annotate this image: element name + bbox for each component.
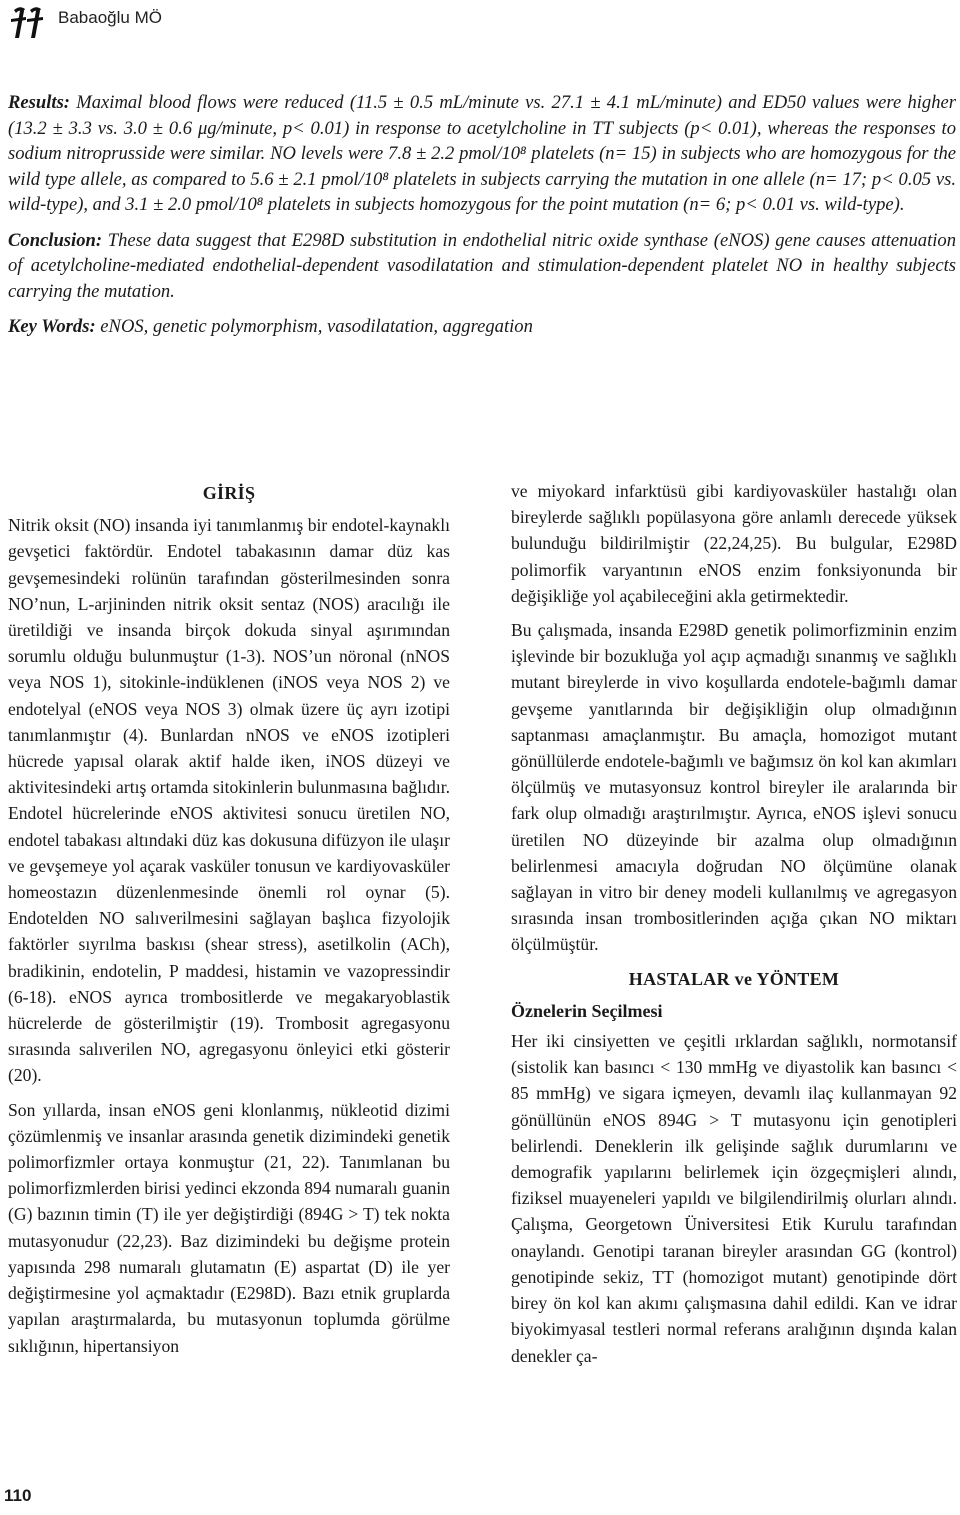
left-column [8,478,450,1367]
conclusion-label: Conclusion: [8,229,103,251]
keywords-paragraph [8,314,956,340]
subsection-heading: Öznelerin Seçilmesi [511,1000,663,1021]
conclusion-text: These data suggest that E298D substitution in endothelial nitric oxide synthase (eNOS) gene causes attenuation of acetylcholine-mediated endothelial-dependent vasodilatation and stimulation-dependent platelet NO in healthy subjects carrying the mutation. [8,229,956,302]
page-header [8,2,948,42]
results-label: Results: [8,92,70,113]
section-heading-methods: HASTALAR ve YÖNTEM [628,968,840,989]
running-header-author: Babaoğlu MÖ [58,8,162,27]
page-number: 110 [4,1486,32,1505]
section-heading-giris: GİRİŞ [202,483,256,503]
body-paragraph: Son yıllarda, insan eNOS geni klonlanmış, nükleotid dizimi çözümlenmiş ve insanlar arasında genetik dizimindeki genetik polimorfizmler ortaya konmuştur (21, 22). Tanımlanan bu polimorfizmlerden birisi yedinci ekzonda 894 numaralı guanin (G) bazının timin (T) ile yer değiştirdiği (894G > T) tek nokta mutasyonudur (22,23). Baz dizimindeki bu değişme protein yapısında 298 numaralı glutamatın (E) aspartat (D) ile yer değiştirmesine yol açmaktadır (E298D). Bazı etnik gruplarda yapılan araştırmalarda, bu mutasyonun toplumda görülme sıklığının, hipertansiyon [8,1099,450,1356]
body-paragraph: Her iki cinsiyetten ve çeşitli ırklardan sağlıklı, normotansif (sistolik kan basıncı < 130 mmHg ve diyastolik kan basıncı < 85 mmHg) ve sigara içmeyen, devamlı ilaç kullanmayan 92 gönüllünün eNOS 894G > T mutasyonu için genotipleri belirlendi. Deneklerin ilk gelişinde sağlık durumlarını ve demografik yapılarını belirlemek için özgeçmişleri alındı, fiziksel muayeneleri yapıldı ve bilgilendirilmiş olurları alındı. Çalışma, Georgetown Üniversitesi Etik Kurulu tarafından onaylandı. Genotipi taranan bireyler arasından GG (kontrol) genotipinde sekiz, TT (homozigot mutant) genotipinde dört birey ön kol kan akımı çalışmasına dahil edildi. Kan ve idrar biyokimyasal testleri normal referans aralığının dışında kalan denekler ça- [511,1031,957,1366]
keywords-label: Key Words: [8,316,96,337]
abstract [8,90,956,350]
conclusion-paragraph [8,228,956,305]
body-paragraph: ve miyokard infarktüsü gibi kardiyovasküler hastalığı olan bireylerde sağlıklı popülasyona göre anlamlı derecede yüksek bulunduğu bildirilmiştir (22,24,25). Bu bulgular, E298D polimorfik varyantının eNOS enzim fonksiyonunda bir değişikliğe yol açabileceğini akla getirmektedir. [511,481,957,606]
results-text: Maximal blood flows were reduced (11.5 ± 0.5 mL/minute vs. 27.1 ± 4.1 mL/minute) and ED50 values were higher (13.2 ± 3.3 vs. 3.0 ± 0.6 μg/minute, p< 0.01) in response to acetylcholine in TT subjects (p< 0.01), whereas the responses to sodium nitroprusside were similar. NO levels were 7.8 ± 2.2 pmol/10⁸ platelets (n= 15) in subjects who are homozygous for the wild type allele, as compared to 5.6 ± 2.1 pmol/10⁸ platelets in subjects carrying the mutation in one allele (n= 17; p< 0.05 vs. wild-type), and 3.1 ± 2.0 pmol/10⁸ platelets in subjects homozygous for the point mutation (n= 6; p< 0.01 vs. wild-type). [8,92,956,215]
keywords-text: eNOS, genetic polymorphism, vasodilatation, aggregation [95,316,533,337]
body-paragraph: Nitrik oksit (NO) insanda iyi tanımlanmış bir endotel-kaynaklı gevşetici faktördür. Endotel tabakasının damar düz kas gevşemesindeki rolünün tarafından gösterilmesinden sonra NO’nun, L-arjininden nitrik oksit sentaz (NOS) aracılığı ile üretildiği ve insanda birçok dokuda sinyal aşırımından sorumlu olduğu bulunmuştur (1-3). NOS’un nöronal (nNOS veya NOS 1), sitokinle-indüklenen (iNOS veya NOS 2) ve endotelyal (eNOS veya NOS 3) olmak üzere üç ayrı izotipi tanımlanmıştır (4). Bunlardan nNOS ve eNOS izotipleri hücrede yapısal olarak aktif halde iken, iNOS düzeyi ve aktivitesindeki artış ortamda sitokinlerin bulunmasına bağlıdır. Endotel hücrelerinde eNOS aktivitesi sonucu üretilen NO, endotel tabakası altındaki düz kas dokusuna difüzyon ile ulaşır ve gevşemeye yol açarak vasküler tonusun ve kardiyovasküler homeostazın düzenlenmesinde önemli rol oynar (5). Endotelden NO salıverilmesini sağlayan başlıca fizyolojik faktörler sıyrılma baskısı (shear stress), asetilkolin (ACh), bradikinin, endotelin, P maddesi, histamin ve vazopressindir (6-18). eNOS ayrıca trombositlerde ve megakaryoblastik hücrelerde de gösterilmiştir (19). Trombosit agregasyonu sırasında salıverilen NO, agregasyonu önleyici etki gösterir (20). [8,515,450,1086]
results-paragraph [8,90,956,218]
right-column [511,478,957,1377]
journal-logo-icon [8,2,48,42]
body-paragraph: Bu çalışmada, insanda E298D genetik polimorfizminin enzim işlevinde bir bozukluğa yol açıp açmadığı sınanmış ve sağlıklı mutant bireylerde in vivo koşullarda endotele-bağımlı damar gevşeme yanıtlarında bir değişikliğin olup olmadığının saptanması amaçlanmıştır. Bu amaçla, homozigot mutant gönüllülerde endotele-bağımlı ve bağımsız ön kol kan akımları ölçülmüş ve mutasyonsuz kontrol bireyler ile aralarında bir fark olup olmadığı araştırılmıştır. Ayrıca, eNOS işlevi sonucu üretilen NO düzeyinde bir azalma olup olmadığının belirlenmesi amacıyla doğrudan NO ölçümüne olanak sağlayan in vitro bir deney modeli kullanılmış ve agregasyon sırasında insan trombositlerinden açığa çıkan NO miktarı ölçülmüştür. [511,620,957,955]
